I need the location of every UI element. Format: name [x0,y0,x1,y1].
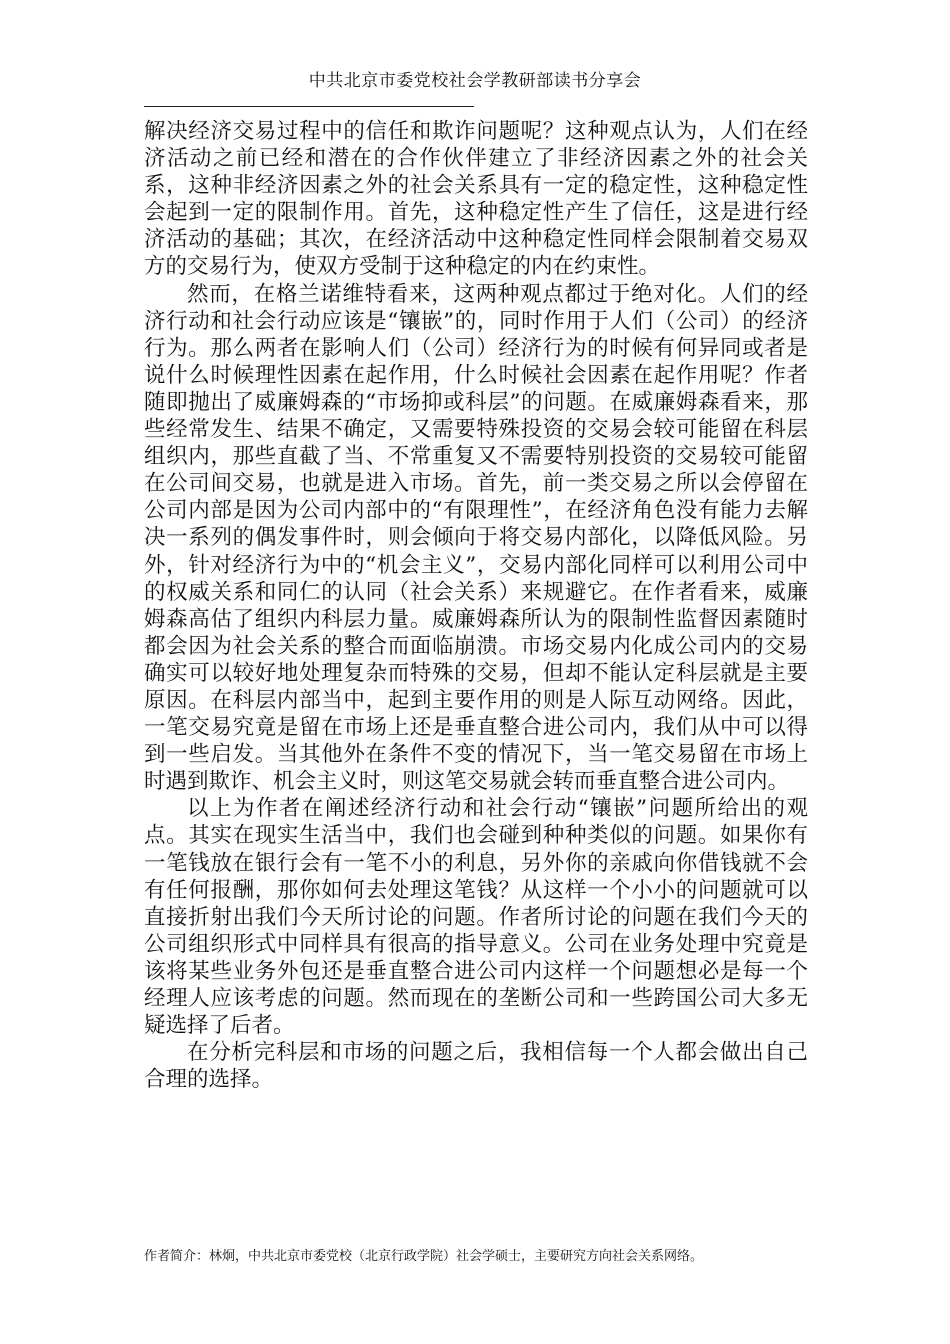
article-body [144,118,808,1093]
header-divider [144,106,474,107]
paragraph-1: 解决经济交易过程中的信任和欺诈问题呢？这种观点认为，人们在经济活动之前已经和潜在的合作伙伴建立了非经济因素之外的社会关系，这种非经济因素之外的社会关系具有一定的稳定性，这种稳定性会起到一定的限制作用。首先，这种稳定性产生了信任，这是进行经济活动的基础；其次，在经济活动中这种稳定性同样会限制着交易双方的交易行为，使双方受制于这种稳定的内在约束性。 [144,119,808,280]
paragraph-4: 在分析完科层和市场的问题之后，我相信每一个人都会做出自己合理的选择。 [144,1040,808,1093]
author-footnote: 作者简介：林炯，中共北京市委党校（北京行政学院）社会学硕士，主要研究方向社会关系网络。 [144,1249,704,1264]
paragraph-3: 以上为作者在阐述经济行动和社会行动“镶嵌”问题所给出的观点。其实在现实生活当中，我们也会碰到种种类似的问题。如果你有一笔钱放在银行会有一笔不小的利息，另外你的亲戚向你借钱就不会有任何报酬，那你如何去处理这笔钱？从这样一个小小的问题就可以直接折射出我们今天所讨论的问题。作者所讨论的问题在我们今天的公司组织形式中同样具有很高的指导意义。公司在业务处理中究竟是该将某些业务外包还是垂直整合进公司内这样一个问题想必是每一个经理人应该考虑的问题。然而现在的垄断公司和一些跨国公司大多无疑选择了后者。 [144,796,808,1039]
paragraph-2: 然而，在格兰诺维特看来，这两种观点都过于绝对化。人们的经济行动和社会行动应该是“镶嵌”的，同时作用于人们（公司）的经济行为。那么两者在影响人们（公司）经济行为的时候有何异同或者是说什么时候理性因素在起作用，什么时候社会因素在起作用呢？作者随即抛出了威廉姆森的“市场抑或科层”的问题。在威廉姆森看来，那些经常发生、结果不确定，又需要特殊投资的交易会较可能留在科层组织内，那些直截了当、不常重复又不需要特别投资的交易较可能留在公司间交易，也就是进入市场。首先，前一类交易之所以会停留在公司内部是因为公司内部中的“有限理性”，在经济角色没有能力去解决一系列的偶发事件时，则会倾向于将交易内部化，以降低风险。另外，针对经济行为中的“机会主义”，交易内部化同样可以利用公司中的权威关系和同仁的认同（社会关系）来规避它。在作者看来，威廉姆森高估了组织内科层力量。威廉姆森所认为的限制性监督因素随时都会因为社会关系的整合而面临崩溃。市场交易内化成公司内的交易确实可以较好地处理复杂而特殊的交易，但却不能认定科层就是主要原因。在科层内部当中，起到主要作用的则是人际互动网络。因此，一笔交易究竟是留在市场上还是垂直整合进公司内，我们从中可以得到一些启发。当其他外在条件不变的情况下，当一笔交易留在市场上时遇到欺诈、机会主义时，则这笔交易就会转而垂直整合进公司内。 [144,281,808,795]
page-header: 中共北京市委党校社会学教研部读书分享会 [308,71,642,91]
